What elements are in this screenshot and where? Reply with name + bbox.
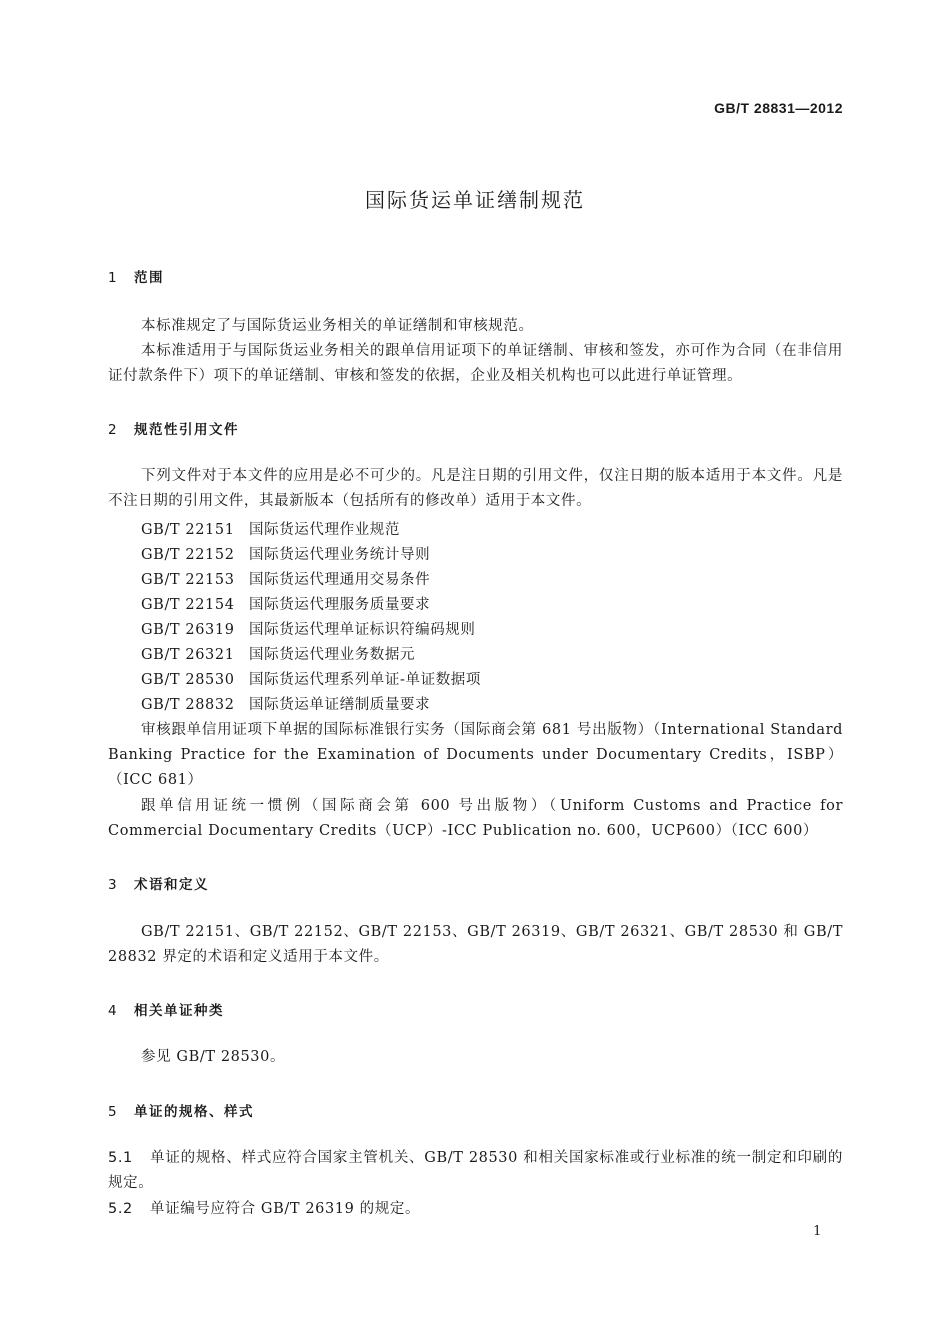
reference-code: GB/T 22153 xyxy=(141,572,235,588)
reference-title: 国际货运代理业务数据元 xyxy=(249,647,416,663)
page-number: 1 xyxy=(813,1224,822,1239)
reference-code: GB/T 22151 xyxy=(141,522,235,538)
reference-code: GB/T 22152 xyxy=(141,547,235,563)
reference-item xyxy=(141,518,400,539)
reference-title: 国际货运代理作业规范 xyxy=(249,522,400,538)
reference-code: GB/T 26319 xyxy=(141,622,235,638)
reference-item xyxy=(141,593,430,614)
section-1-paragraph-1: 本标准规定了与国际货运业务相关的单证缮制和审核规范。 xyxy=(141,318,534,334)
reference-item xyxy=(141,568,430,589)
section-number: 2 xyxy=(108,422,119,438)
reference-item xyxy=(141,543,430,564)
section-5-heading xyxy=(108,1100,254,1120)
reference-title: 国际货运代理业务统计导则 xyxy=(249,547,431,563)
clause-number: 5.1 xyxy=(108,1150,133,1166)
section-title: 规范性引用文件 xyxy=(134,422,239,438)
section-4-paragraph: 参见 GB/T 28530。 xyxy=(141,1049,286,1065)
section-3-heading xyxy=(108,873,209,893)
reference-code: GB/T 28832 xyxy=(141,697,235,713)
reference-code: GB/T 26321 xyxy=(141,647,235,663)
reference-item xyxy=(141,693,430,714)
clause-text: 单证编号应符合 GB/T 26319 的规定。 xyxy=(150,1201,421,1217)
reference-title: 国际货运单证缮制质量要求 xyxy=(249,697,431,713)
section-4-heading xyxy=(108,999,224,1019)
reference-title: 国际货运代理单证标识符编码规则 xyxy=(249,622,476,638)
reference-code: GB/T 28530 xyxy=(141,672,235,688)
reference-code: GB/T 22154 xyxy=(141,597,235,613)
reference-title: 国际货运代理通用交易条件 xyxy=(249,572,431,588)
section-title: 单证的规格、样式 xyxy=(134,1104,254,1120)
section-1-paragraph-2: 本标准适用于与国际货运业务相关的跟单信用证项下的单证缮制、审核和签发，亦可作为合同（在非信用证付款条件下）项下的单证缮制、审核和签发的依据，企业及相关机构也可以此进行单证管理。 xyxy=(108,343,843,384)
reference-item xyxy=(141,668,481,689)
section-number: 3 xyxy=(108,877,119,893)
clause-5-1 xyxy=(108,1146,843,1196)
section-title: 范围 xyxy=(134,270,164,286)
document-title: 国际货运单证缮制规范 xyxy=(365,188,585,212)
section-3-paragraph: GB/T 22151、GB/T 22152、GB/T 22153、GB/T 26319、GB/T 26321、GB/T 28530 和 GB/T 28832 界定的术语和定义适用于本文件。 xyxy=(108,924,843,965)
reference-title: 国际货运代理服务质量要求 xyxy=(249,597,431,613)
section-2-heading xyxy=(108,418,239,438)
section-1-heading xyxy=(108,266,164,286)
reference-item xyxy=(141,643,415,664)
clause-text: 单证的规格、样式应符合国家主管机关、GB/T 28530 和相关国家标准或行业标准的统一制定和印刷的规定。 xyxy=(108,1150,843,1191)
section-number: 4 xyxy=(108,1003,119,1019)
section-title: 术语和定义 xyxy=(134,877,209,893)
reference-item xyxy=(141,618,476,639)
section-title: 相关单证种类 xyxy=(134,1003,224,1019)
reference-title: 国际货运代理系列单证-单证数据项 xyxy=(249,672,481,688)
reference-ucp600: 跟单信用证统一惯例（国际商会第 600 号出版物）（Uniform Customs and Practice for Commercial Documentary Credits（UCP）-ICC Publication no. 600，UCP600）（ICC 600） xyxy=(108,798,843,839)
section-number: 5 xyxy=(108,1104,119,1120)
clause-5-2 xyxy=(108,1197,843,1222)
section-2-intro: 下列文件对于本文件的应用是必不可少的。凡是注日期的引用文件，仅注日期的版本适用于本文件。凡是不注日期的引用文件，其最新版本（包括所有的修改单）适用于本文件。 xyxy=(108,468,843,509)
standard-code: GB/T 28831—2012 xyxy=(714,100,843,116)
clause-number: 5.2 xyxy=(108,1201,133,1217)
section-number: 1 xyxy=(108,270,119,286)
reference-isbp: 审核跟单信用证项下单据的国际标准银行实务（国际商会第 681 号出版物）（International Standard Banking Practice for the Examination of Documents under Documentary Credits，ISBP）（ICC 681） xyxy=(108,722,843,788)
